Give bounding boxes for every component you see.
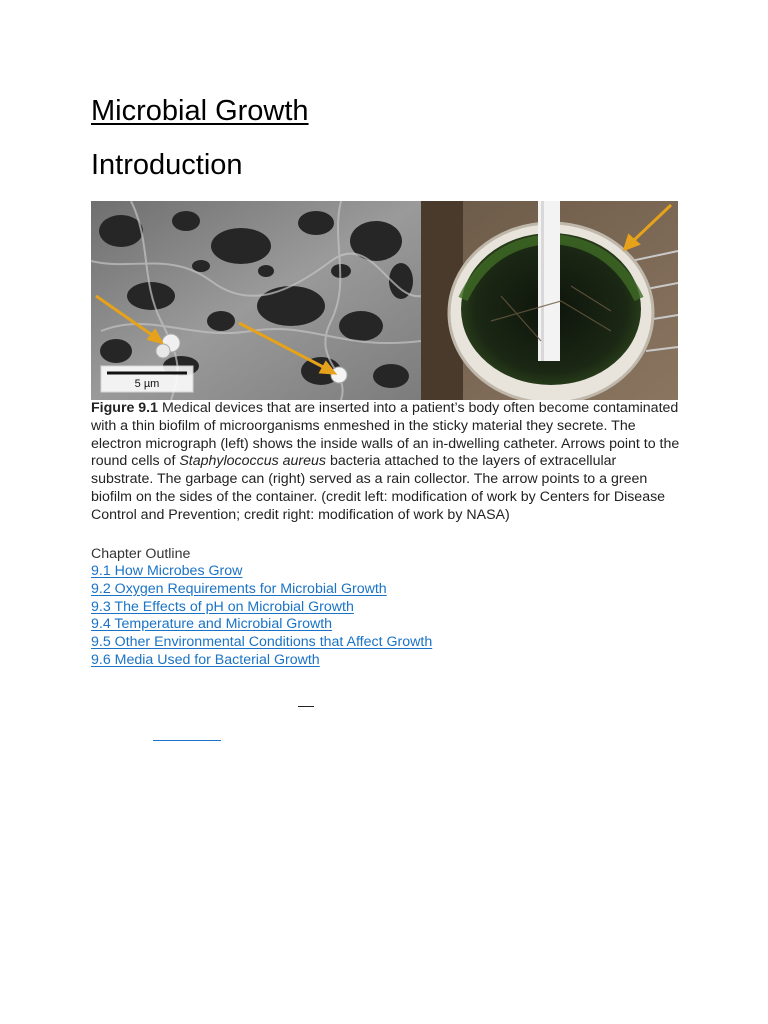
outline-link-9-3[interactable]: 9.3 The Effects of pH on Microbial Growth bbox=[91, 598, 354, 615]
electron-micrograph-image bbox=[91, 201, 421, 400]
outline-link-9-5[interactable]: 9.5 Other Environmental Conditions that Affect Growth bbox=[91, 634, 433, 651]
figure-label: Figure 9.1 bbox=[91, 400, 159, 416]
figure-9-1 bbox=[91, 201, 678, 400]
section-heading: Introduction bbox=[91, 149, 243, 181]
outline-item bbox=[91, 581, 432, 599]
outline-item bbox=[91, 616, 432, 634]
caption-text-2: bacteria attached to the layers of extracellular substrate. The garbage can (right) served as a rain collector. The arrow points to a green biofilm on the sides of the container. (credit left: modification of work by Centers for Disease Control and Prevention; credit right: modification of work by NASA) bbox=[91, 453, 666, 523]
document-title: Microbial Growth bbox=[91, 95, 309, 127]
outline-link-9-2[interactable]: 9.2 Oxygen Requirements for Microbial Growth bbox=[91, 580, 387, 597]
caption-species: Staphylococcus aureus bbox=[179, 453, 327, 470]
garbage-can-image bbox=[421, 201, 678, 400]
outline-link-9-6[interactable]: 9.6 Media Used for Bacterial Growth bbox=[91, 651, 320, 668]
scale-bar-label: 5 µm bbox=[134, 378, 160, 390]
outline-link-9-4[interactable]: 9.4 Temperature and Microbial Growth bbox=[91, 616, 333, 633]
outline-item bbox=[91, 652, 432, 670]
chapter-outline-list bbox=[91, 563, 432, 670]
caption-text-1: Medical devices that are inserted into a patient’s body often become contaminated with a thin biofilm of microorganisms enmeshed in the sticky material they secrete. The electron micrograph (left) shows the inside walls of an in-dwelling catheter. Arrows point to the round cells of bbox=[91, 400, 680, 470]
outline-item bbox=[91, 599, 432, 617]
figure-caption bbox=[91, 400, 681, 525]
outline-link-9-1[interactable]: 9.1 How Microbes Grow bbox=[91, 563, 243, 579]
dash-mark bbox=[298, 706, 314, 707]
chapter-outline-heading: Chapter Outline bbox=[91, 546, 191, 562]
outline-item bbox=[91, 563, 432, 581]
empty-link-underline[interactable] bbox=[153, 740, 221, 741]
outline-item bbox=[91, 634, 432, 652]
